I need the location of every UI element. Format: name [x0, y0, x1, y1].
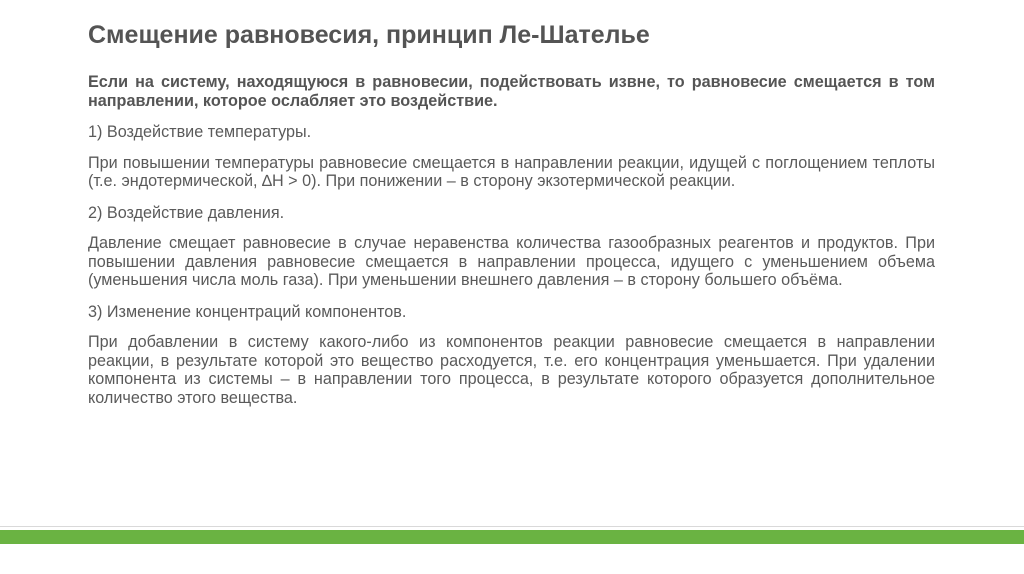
- section-text-temperature: При повышении температуры равновесие смещается в направлении реакции, идущей с поглощением теплоты (т.е. эндотермической, ∆H > 0). При понижении – в сторону экзотермической реакции.: [88, 153, 935, 190]
- section-text-concentration: При добавлении в систему какого-либо из компонентов реакции равновесие смещается в направлении реакции, в результате которой это вещество расходуется, т.е. его концентрация уменьшается. При удалении компонента из системы – в направлении того процесса, в результате которого образуется дополнительное количество этого вещества.: [88, 333, 935, 407]
- footer-divider: [0, 526, 1024, 527]
- section-heading-pressure: 2) Воздействие давления.: [88, 203, 285, 222]
- section-heading-temperature: 1) Воздействие температуры.: [88, 123, 312, 141]
- intro-paragraph: Если на систему, находящуюся в равновесии, подействовать извне, то равновесие смещается в том направлении, которое ослабляет это воздействие.: [88, 73, 935, 110]
- section-text-pressure: Давление смещает равновесие в случае неравенства количества газообразных реагентов и продуктов. При повышении давления равновесие смещается в направлении процесса, идущего с уменьшением объема (уменьшения числа моль газа). При уменьшении внешнего давления – в сторону большего объёма.: [88, 234, 935, 289]
- section-heading-concentration: 3) Изменение концентраций компонентов.: [88, 302, 407, 321]
- slide-content: [88, 73, 935, 420]
- slide-title: Смещение равновесия, принцип Ле-Шателье: [88, 21, 650, 49]
- footer-accent-bar: [0, 530, 1024, 544]
